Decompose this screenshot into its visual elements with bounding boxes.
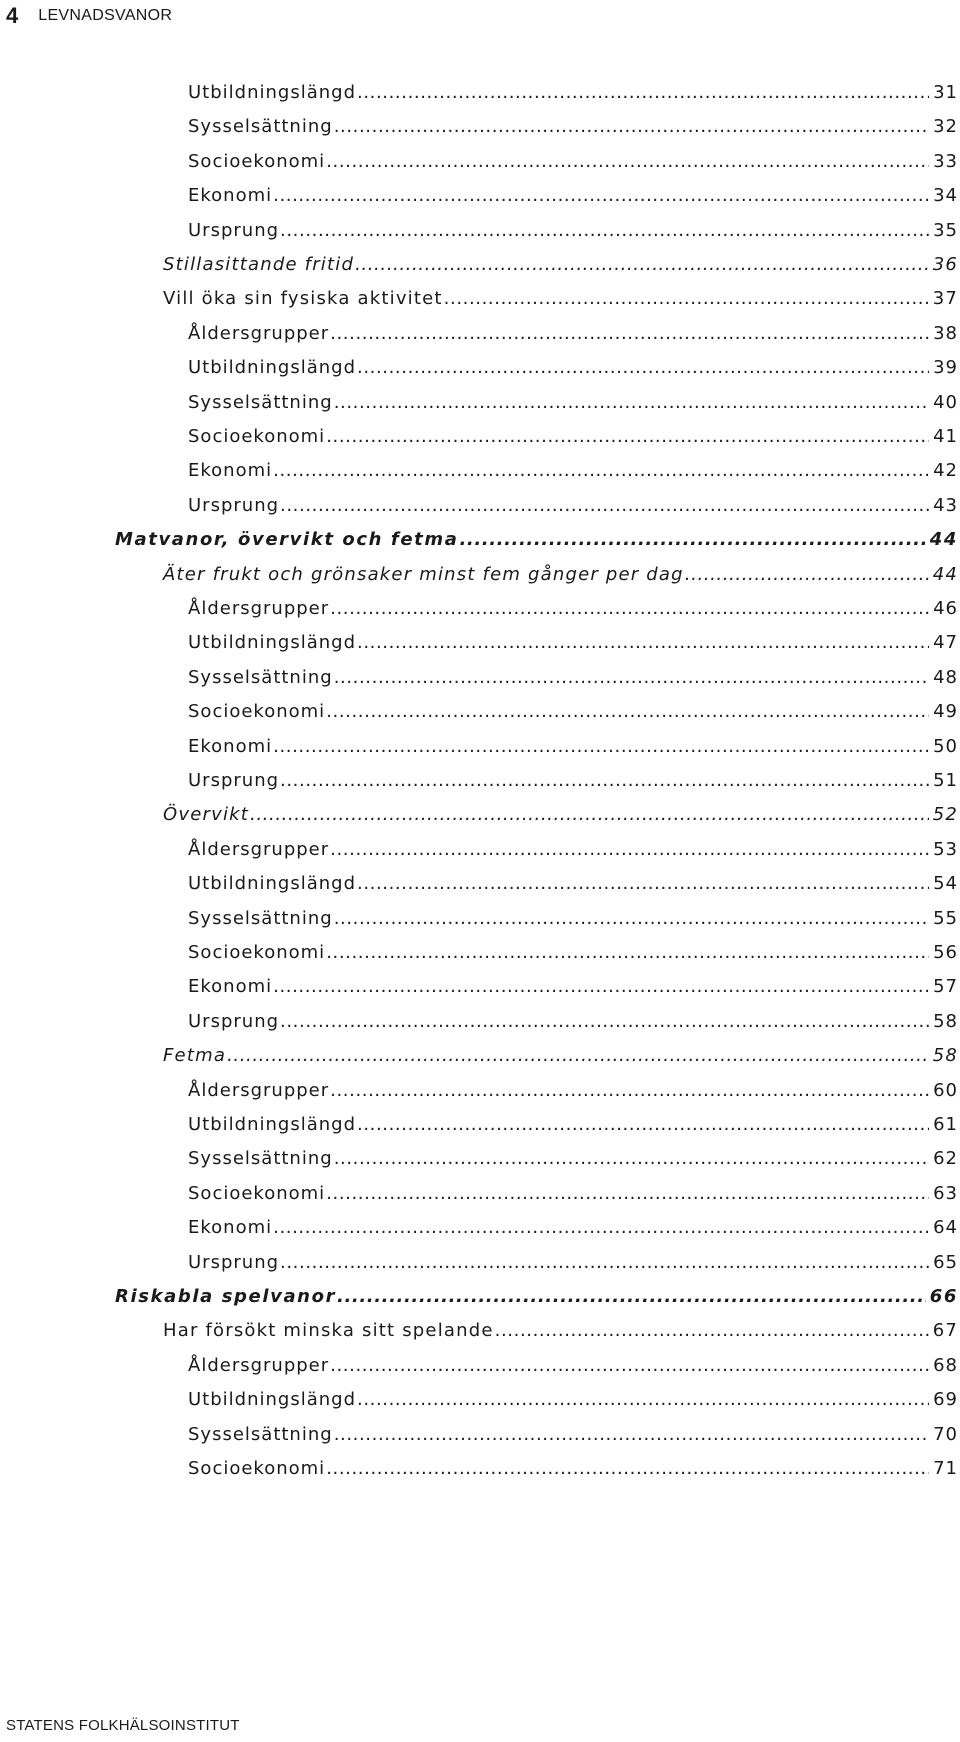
toc-dot-leader <box>330 1350 929 1382</box>
toc-entry-label: Åldersgrupper <box>188 1079 330 1101</box>
toc-entry[interactable] <box>163 249 958 281</box>
toc-entry-label: Äter frukt och grönsaker minst fem gånger per dag <box>163 563 684 585</box>
running-title: LEVNADSVANOR <box>38 7 173 24</box>
toc-entry-page-number: 67 <box>932 1320 958 1342</box>
toc-dot-leader <box>357 627 929 659</box>
toc-dot-leader <box>334 111 929 143</box>
toc-entry-label: Utbildningslängd <box>188 357 356 379</box>
toc-entry-page-number: 31 <box>933 82 958 103</box>
toc-entry[interactable] <box>188 1143 958 1175</box>
toc-entry-label: Har försökt minska sitt spelande <box>163 1320 494 1342</box>
toc-dot-leader <box>280 1247 929 1279</box>
toc-dot-leader <box>334 1143 929 1175</box>
toc-entry-page-number: 50 <box>933 735 958 757</box>
toc-entry-label: Socioekonomi <box>188 942 326 963</box>
toc-entry-label: Ekonomi <box>188 185 273 207</box>
toc-entry-page-number: 38 <box>933 322 958 344</box>
toc-entry-label: Utbildningslängd <box>188 873 356 895</box>
toc-entry-label: Socioekonomi <box>188 426 326 447</box>
toc-entry[interactable] <box>188 215 958 247</box>
toc-entry-label: Sysselsättning <box>188 1423 333 1445</box>
toc-dot-leader <box>280 1006 929 1038</box>
toc-entry[interactable] <box>188 146 958 178</box>
toc-entry[interactable] <box>188 765 958 797</box>
toc-entry-label: Åldersgrupper <box>188 322 330 344</box>
toc-entry-label: Sysselsättning <box>188 391 333 413</box>
toc-entry-page-number: 43 <box>933 494 958 516</box>
toc-dot-leader <box>227 1040 929 1072</box>
toc-dot-leader <box>330 1075 929 1107</box>
toc-dot-leader <box>357 77 929 109</box>
toc-entry[interactable] <box>188 662 958 694</box>
toc-entry-page-number: 37 <box>932 288 958 310</box>
toc-entry-page-number: 60 <box>933 1079 958 1101</box>
toc-entry-page-number: 58 <box>932 1045 958 1067</box>
toc-entry[interactable] <box>188 455 958 487</box>
toc-entry-page-number: 39 <box>933 357 958 379</box>
toc-dot-leader <box>280 215 929 247</box>
toc-entry-page-number: 55 <box>933 907 958 929</box>
toc-dot-leader <box>273 455 929 487</box>
toc-entry-page-number: 41 <box>933 426 958 447</box>
toc-entry[interactable] <box>188 77 958 109</box>
toc-dot-leader <box>273 180 929 212</box>
toc-entry-label: Ursprung <box>188 1251 280 1273</box>
toc-entry[interactable] <box>163 1040 958 1072</box>
toc-entry-label: Övervikt <box>163 804 250 826</box>
toc-dot-leader <box>280 490 929 522</box>
toc-entry[interactable] <box>188 352 958 384</box>
toc-entry-label: Utbildningslängd <box>188 632 356 654</box>
toc-entry[interactable] <box>188 1075 958 1107</box>
toc-dot-leader <box>273 971 929 1003</box>
toc-entry-label: Utbildningslängd <box>188 1114 356 1135</box>
toc-entry-label: Socioekonomi <box>188 150 326 172</box>
toc-dot-leader <box>334 903 929 935</box>
toc-dot-leader <box>444 283 929 315</box>
toc-dot-leader <box>273 731 929 763</box>
toc-dot-leader <box>326 696 929 728</box>
toc-entry-label: Socioekonomi <box>188 1458 326 1479</box>
toc-dot-leader <box>334 387 929 419</box>
toc-entry[interactable] <box>188 1247 958 1279</box>
toc-entry-label: Ursprung <box>188 219 280 241</box>
toc-entry-label: Socioekonomi <box>188 1182 326 1204</box>
toc-entry[interactable] <box>188 731 958 763</box>
toc-entry-page-number: 49 <box>933 701 958 723</box>
toc-dot-leader <box>326 421 929 453</box>
toc-entry-page-number: 32 <box>933 116 958 138</box>
toc-entry[interactable] <box>163 559 958 591</box>
toc-entry-page-number: 58 <box>933 1010 958 1032</box>
toc-entry[interactable] <box>188 868 958 900</box>
toc-entry-label: Ekonomi <box>188 976 273 998</box>
toc-entry[interactable] <box>188 1212 958 1244</box>
toc-entry-label: Utbildningslängd <box>188 1389 356 1411</box>
toc-entry-label: Matvanor, övervikt och fetma <box>115 529 459 551</box>
toc-entry[interactable] <box>188 1419 958 1451</box>
toc-entry-label: Sysselsättning <box>188 116 333 138</box>
toc-entry-label: Fetma <box>163 1045 227 1067</box>
toc-entry-label: Utbildningslängd <box>188 82 356 103</box>
toc-dot-leader <box>459 524 925 556</box>
toc-dot-leader <box>326 146 929 178</box>
toc-entry-page-number: 62 <box>933 1148 958 1170</box>
toc-entry-label: Ekonomi <box>188 460 273 482</box>
toc-dot-leader <box>326 1178 929 1210</box>
toc-entry-label: Riskabla spelvanor <box>115 1286 337 1307</box>
toc-dot-leader <box>330 834 929 866</box>
toc-entry-label: Vill öka sin fysiska aktivitet <box>163 288 443 310</box>
toc-dot-leader <box>330 318 929 350</box>
toc-dot-leader <box>334 662 929 694</box>
toc-entry-label: Åldersgrupper <box>188 1354 330 1376</box>
toc-entry-label: Socioekonomi <box>188 701 326 723</box>
toc-entry[interactable] <box>115 524 958 556</box>
toc-entry[interactable] <box>188 696 958 728</box>
toc-dot-leader <box>326 937 929 969</box>
toc-entry[interactable] <box>188 1350 958 1382</box>
toc-entry[interactable] <box>188 1178 958 1210</box>
toc-entry-page-number: 63 <box>933 1182 958 1204</box>
toc-dot-leader <box>357 352 929 384</box>
toc-entry[interactable] <box>188 593 958 625</box>
toc-entry-page-number: 36 <box>932 254 958 275</box>
toc-entry[interactable] <box>188 180 958 212</box>
toc-entry[interactable] <box>188 903 958 935</box>
toc-entry-label: Ursprung <box>188 494 280 516</box>
toc-dot-leader <box>357 868 929 900</box>
toc-entry-page-number: 48 <box>933 666 958 688</box>
toc-entry[interactable] <box>163 799 958 831</box>
toc-entry-page-number: 53 <box>933 838 958 860</box>
toc-entry-label: Åldersgrupper <box>188 838 330 860</box>
toc-entry[interactable] <box>188 387 958 419</box>
toc-entry-page-number: 42 <box>933 460 958 482</box>
toc-entry-page-number: 54 <box>933 873 958 895</box>
toc-entry-page-number: 65 <box>933 1251 958 1273</box>
toc-dot-leader <box>326 1453 929 1485</box>
toc-entry-label: Sysselsättning <box>188 666 333 688</box>
toc-entry[interactable] <box>188 1109 958 1141</box>
toc-entry-label: Sysselsättning <box>188 907 333 929</box>
toc-entry-page-number: 56 <box>933 942 958 963</box>
toc-entry[interactable] <box>188 834 958 866</box>
toc-entry-label: Åldersgrupper <box>188 598 330 619</box>
toc-entry[interactable] <box>188 937 958 969</box>
toc-entry-label: Ursprung <box>188 1010 280 1032</box>
toc-dot-leader <box>273 1212 929 1244</box>
toc-entry-page-number: 47 <box>933 632 958 654</box>
toc-entry-page-number: 51 <box>933 770 958 791</box>
toc-entry[interactable] <box>188 490 958 522</box>
toc-dot-leader <box>357 1384 929 1416</box>
page-number: 4 <box>6 3 19 28</box>
toc-entry[interactable] <box>188 1453 958 1485</box>
toc-entry-page-number: 64 <box>933 1217 958 1239</box>
toc-entry[interactable] <box>188 1006 958 1038</box>
toc-entry-page-number: 44 <box>929 529 958 551</box>
toc-entry-page-number: 35 <box>933 219 958 241</box>
toc-entry-label: Ekonomi <box>188 735 273 757</box>
toc-entry-page-number: 68 <box>933 1354 958 1376</box>
toc-dot-leader <box>357 1109 929 1141</box>
toc-entry-page-number: 69 <box>933 1389 958 1411</box>
toc-dot-leader <box>330 593 929 625</box>
toc-entry-page-number: 44 <box>932 563 958 585</box>
toc-entry-page-number: 61 <box>933 1114 958 1135</box>
toc-entry[interactable] <box>115 1281 958 1313</box>
toc-entry[interactable] <box>163 283 958 315</box>
toc-entry-page-number: 33 <box>933 150 958 172</box>
toc-entry[interactable] <box>188 421 958 453</box>
toc-entry-page-number: 34 <box>933 185 958 207</box>
toc-dot-leader <box>495 1315 929 1347</box>
toc-entry-page-number: 71 <box>933 1458 958 1479</box>
toc-dot-leader <box>685 559 929 591</box>
toc-entry-page-number: 40 <box>933 391 958 413</box>
toc-dot-leader <box>250 799 929 831</box>
toc-entry-page-number: 57 <box>933 976 958 998</box>
toc-entry[interactable] <box>188 971 958 1003</box>
toc-entry[interactable] <box>188 111 958 143</box>
page-footer: STATENS FOLKHÄLSOINSTITUT <box>6 1717 240 1734</box>
toc-entry-label: Ekonomi <box>188 1217 273 1239</box>
toc-entry-page-number: 70 <box>933 1423 958 1445</box>
toc-entry[interactable] <box>163 1315 958 1347</box>
toc-entry-label: Ursprung <box>188 770 280 791</box>
toc-dot-leader <box>337 1281 926 1313</box>
toc-entry-page-number: 52 <box>932 804 958 826</box>
toc-entry-page-number: 46 <box>933 598 958 619</box>
toc-dot-leader <box>280 765 929 797</box>
page-header <box>6 2 172 30</box>
toc-dot-leader <box>334 1419 929 1451</box>
toc-entry[interactable] <box>188 1384 958 1416</box>
toc-dot-leader <box>355 249 929 281</box>
toc-entry-label: Sysselsättning <box>188 1148 333 1170</box>
toc-entry-label: Stillasittande fritid <box>163 254 355 275</box>
toc-entry[interactable] <box>188 318 958 350</box>
toc-entry-page-number: 66 <box>929 1286 958 1307</box>
toc-entry[interactable] <box>188 627 958 659</box>
